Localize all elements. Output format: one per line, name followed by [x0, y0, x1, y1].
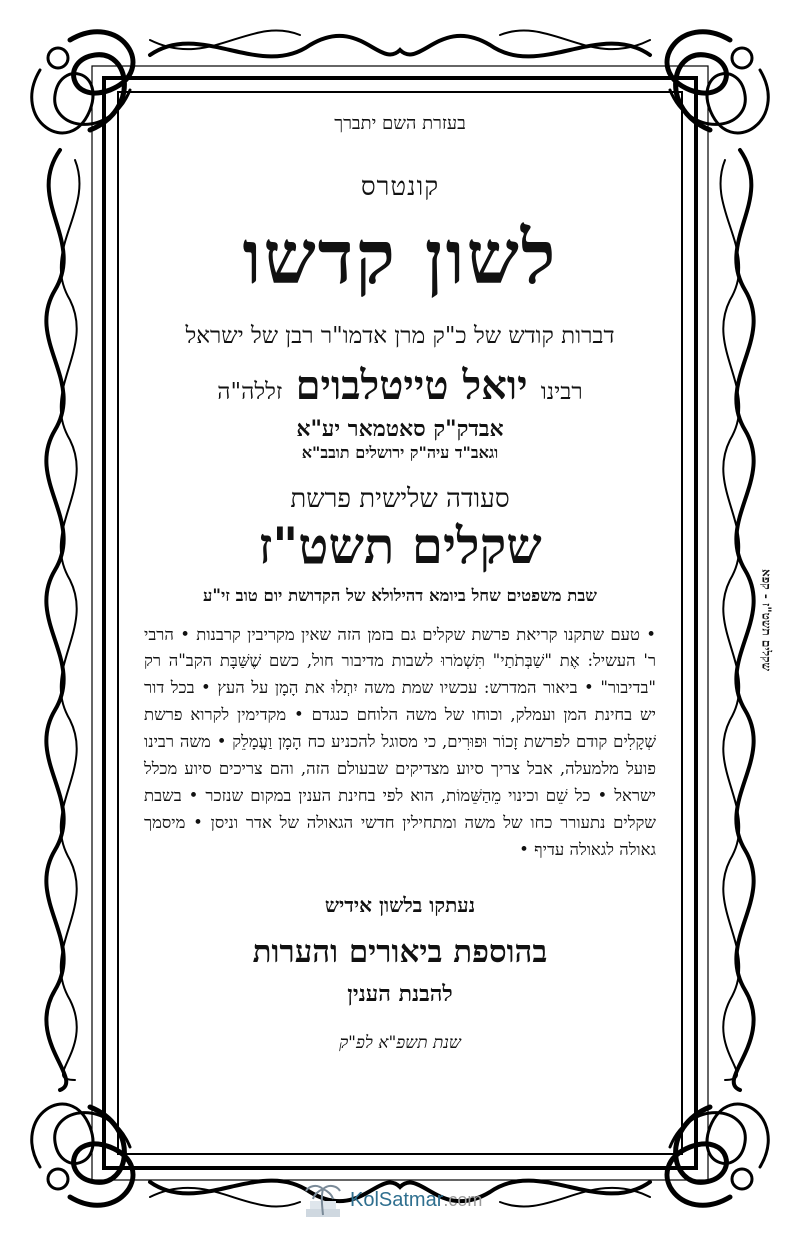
- shabbat-line: שבת משפטים שחל ביומא דהילולא של הקדושת יום טוב זי"ע: [203, 585, 597, 605]
- author-suffix: זללה"ה: [217, 379, 283, 406]
- main-title: לשון קדשו: [242, 214, 558, 301]
- seuda-heading: סעודה שלישית פרשת: [290, 483, 510, 514]
- author-city-line2: וגאב"ד עיה"ק ירושלים תובב"א: [301, 443, 499, 463]
- side-note-text: שקלים תשט"ז - קפא: [759, 569, 774, 671]
- additions-line: בהוספת ביאורים והערות: [252, 933, 548, 970]
- palm-tree-icon: [302, 1181, 344, 1219]
- translated-line: נעתקו בלשון אידיש: [324, 892, 476, 917]
- kolsatmar-logo[interactable]: [302, 1180, 502, 1220]
- understanding-line: להבנת הענין: [347, 981, 453, 1008]
- year-line: שנת תשפ"א לפ"ק: [339, 1032, 461, 1053]
- author-city-line1: אבדק"ק סאטמאר יע"א: [296, 416, 504, 443]
- author-line: [140, 363, 660, 409]
- parsha-title: שקלים תשט"ז: [258, 515, 542, 575]
- blessing-heading: בעזרת השם יתברך: [334, 113, 466, 134]
- author-prefix: רבינו: [540, 379, 583, 406]
- topics-summary: • טעם שתקנו קריאת פרשת שקלים גם בזמן הזה שאין מקריבין קרבנות • הרבי ר' העשיל: אֶת "שַׁבְּתֹתַי" תִּשְׁמֹרוּ לשבות מדיבור חול, כשם שֶׁשַּׁבָּת הקב"ה רק "בדיבור" • ביאור המדרש: עכשיו שמת משה יִתְלוּ את הָמָן על העץ • בכל דור יש בחינת המן ועמלק, וכוחו של משה הלוחם כנגדם • מקדימין לקרוא פרשת שְׁקָלִים קודם לפרשת זָכוֹר וּפוּרִים, כי מסוגל להכניע כח הָמָן וַעֲמָלֵק • משה רבינו פועל מלמעלה, אבל צריך סיוע מצדיקים שבעולם הזה, והם צריכים סיוע מכלל ישראל • כל שֵׁם וכינוי מֵהַשֵּׁמוֹת, הוא לפי בחינת הענין במקום שנזכר • בשבת שקלים נתעורר כחו של משה ומתחילין חדשי הגאולה של אדר וניסן • מיסמך גאולה לגאולה עדיף •: [144, 624, 656, 859]
- logo-domain: .com: [443, 1189, 483, 1210]
- author-intro: דברות קודש של כ"ק מרן אדמו"ר רבן של ישראל: [185, 322, 615, 349]
- kuntres-label: קונטרס: [360, 171, 440, 202]
- author-name: יואל טייטלבוים: [295, 362, 528, 410]
- side-page-note: [756, 545, 776, 695]
- title-page: [140, 100, 660, 1150]
- logo-brand: KolSatmar: [350, 1188, 444, 1211]
